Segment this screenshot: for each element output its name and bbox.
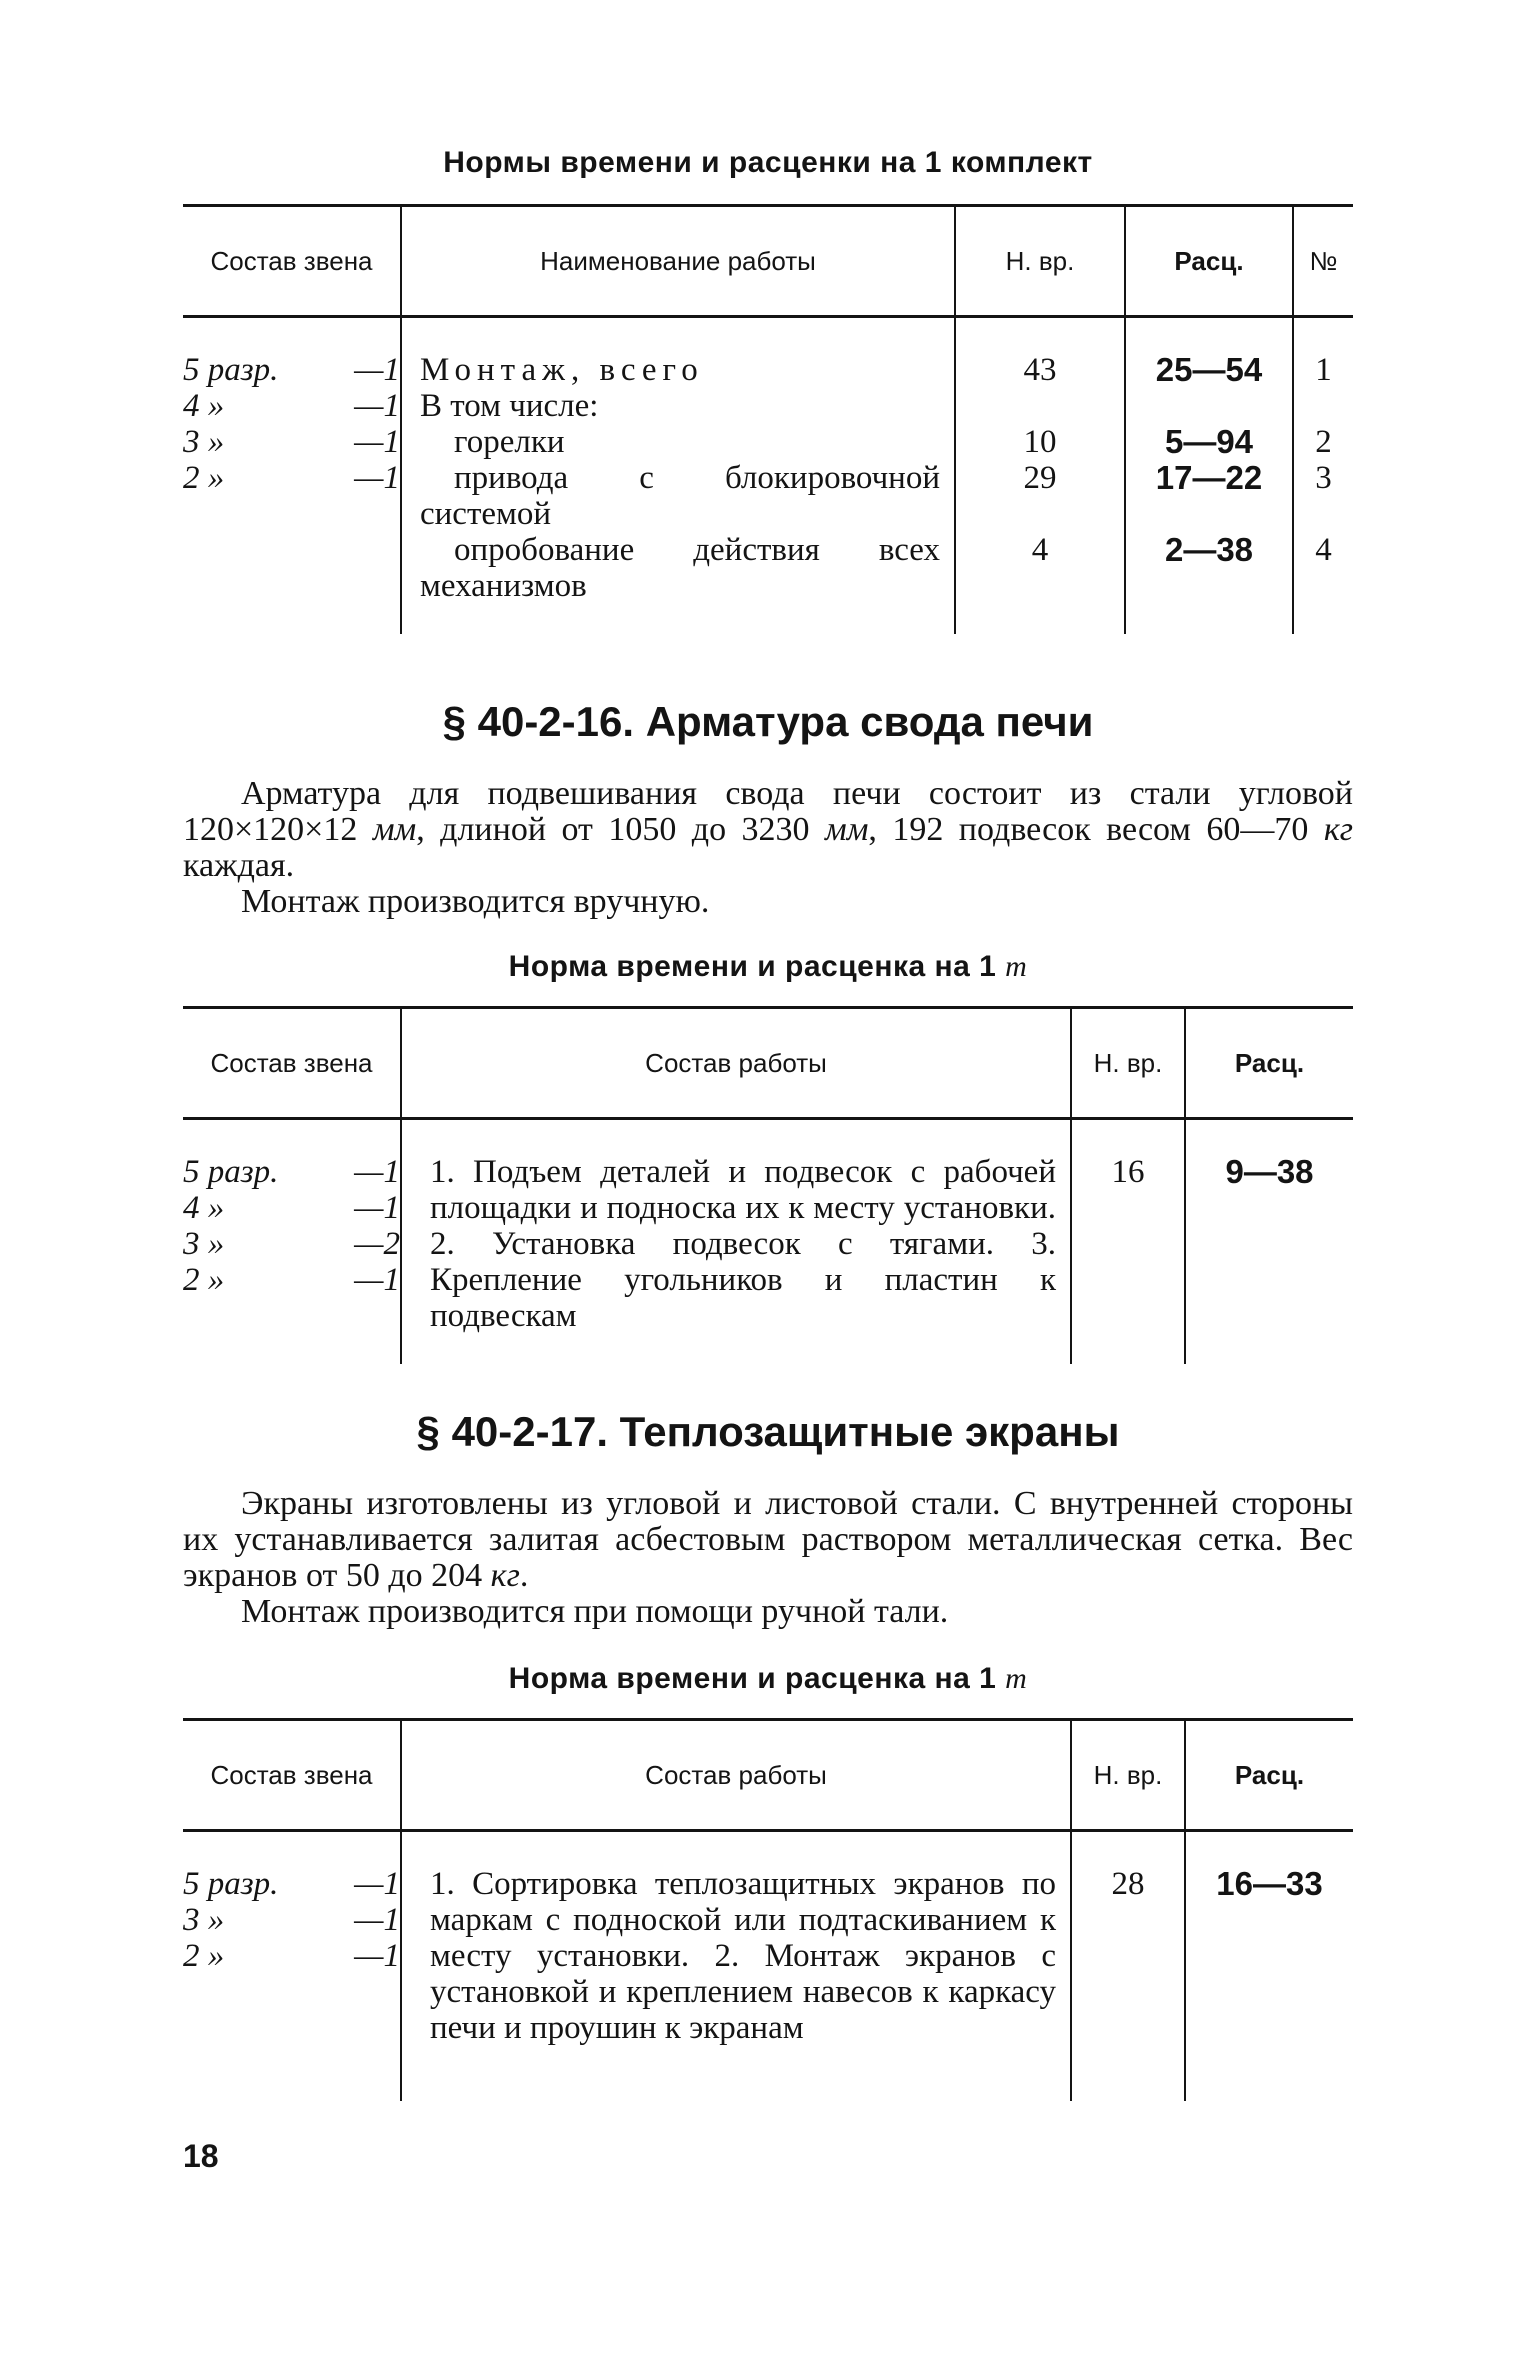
table1 [183,204,1353,634]
table2-norm: 16 [1071,1119,1185,1365]
table3-header-norm: Н. вр. [1071,1720,1185,1831]
table2-header-rate: Расц. [1185,1008,1353,1119]
table2 [183,1006,1353,1364]
table3-header-crew: Состав звена [183,1720,401,1831]
table3 [183,1718,1353,2101]
paragraph: Монтаж производится при помощи ручной тали. [241,1593,949,1630]
table1-caption: Нормы времени и расценки на 1 комплект [443,146,1093,179]
table3-work: 1. Сортировка теплозащитных экранов по маркам с подноской или подтаскиванием к месту установки. 2. Монтаж экранов с установкой и креплением навесов к каркасу печи и проушин к экранам [401,1831,1071,2101]
document-page [183,0,1353,2101]
crew-row: 4 » —1 [183,1190,400,1226]
crew-row: 2 » —1 [183,460,400,496]
table3-header-work: Состав работы [401,1720,1071,1831]
work-line: опробование действия всех механизмов [420,532,940,604]
crew-row: 3 » —2 [183,1226,400,1262]
work-line: привода с блокировочной системой [420,460,940,532]
table1-header-rate: Расц. [1125,206,1293,317]
page-number: 18 [183,2138,219,2174]
table1-header-number: № [1293,206,1353,317]
table2-header-norm: Н. вр. [1071,1008,1185,1119]
section-title: § 40-2-17. Теплозащитные экраны [416,1408,1120,1455]
table1-header-crew: Состав звена [183,206,401,317]
crew-row: 3 » —1 [183,1902,400,1938]
section1-text [183,776,1353,920]
table3-norm: 28 [1071,1831,1185,2101]
crew-row: 2 » —1 [183,1262,400,1298]
table1-header-work: Наименование работы [401,206,955,317]
table2-caption: Норма времени и расценка на 1 т [508,950,1028,983]
table3-crew [183,1831,401,2101]
section-title: § 40-2-16. Арматура свода печи [442,698,1094,745]
paragraph: Экраны изготовлены из угловой и листовой стали. С внутренней стороны их устанавливается залитая асбестовым раствором металлическая сетка. Вес экранов от 50 до 204 кг. [183,1485,1353,1594]
work-line: Монтаж, всего [420,352,704,388]
table3-caption: Норма времени и расценка на 1 т [508,1662,1028,1695]
table1-crew [183,317,401,635]
table2-header-work: Состав работы [401,1008,1071,1119]
crew-row: 5 разр. —1 [183,1154,400,1190]
paragraph: Арматура для подвешивания свода печи состоит из стали угловой 120×120×12 мм, длиной от 1050 до 3230 мм, 192 подвесок весом 60—70 кг каждая. [183,775,1354,884]
crew-row: 4 » —1 [183,388,400,424]
table2-rate: 9—38 [1185,1119,1353,1365]
paragraph: Монтаж производится вручную. [241,883,710,920]
table1-work [401,317,955,635]
work-line: горелки [454,424,565,460]
table2-work: 1. Подъем деталей и подвесок с рабочей площадки и подноска их к месту установки. 2. Установка подвесок с тягами. 3. Крепление угольников и пластин к подвескам [401,1119,1071,1365]
table2-header-crew: Состав звена [183,1008,401,1119]
crew-row: 5 разр. —1 [183,1866,400,1902]
work-line: В том числе: [420,388,599,424]
table1-rate: 25—54 5—94 17—22 2—38 [1125,317,1293,635]
crew-row: 2 » —1 [183,1938,400,1974]
crew-row: 5 разр. —1 [183,352,400,388]
section2-text [183,1486,1353,1630]
table3-header-rate: Расц. [1185,1720,1353,1831]
table3-rate: 16—33 [1185,1831,1353,2101]
crew-row: 3 » —1 [183,424,400,460]
table1-norm: 43 10 29 4 [955,317,1125,635]
table1-header-norm: Н. вр. [955,206,1125,317]
table1-number: 1 2 3 4 [1293,317,1353,635]
table2-crew [183,1119,401,1365]
